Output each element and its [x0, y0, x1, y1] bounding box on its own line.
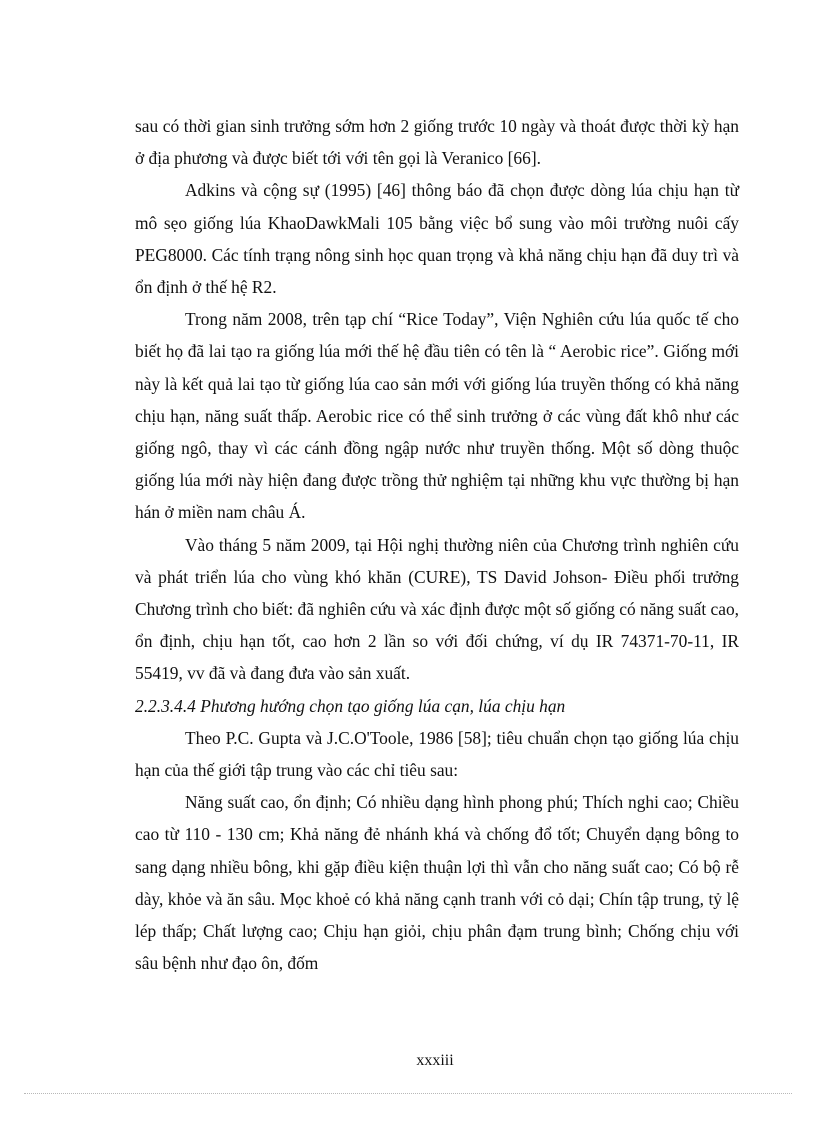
paragraph-criteria: Năng suất cao, ổn định; Có nhiều dạng hình phong phú; Thích nghi cao; Chiều cao từ 110 - 130 cm; Khả năng đẻ nhánh khá và chống đổ tốt; Chuyển dạng bông to sang dạng nhiều bông, khi gặp điều kiện thuận lợi thì vẫn cho năng suất cao; Có bộ rễ dày, khỏe và ăn sâu. Mọc khoẻ có khả năng cạnh tranh với cỏ dại; Chín tập trung, tỷ lệ lép thấp; Chất lượng cao; Chịu hạn giỏi, chịu phân đạm trung bình; Chống chịu với sâu bệnh như đạo ôn, đốm: [135, 792, 739, 974]
paragraph-gupta-otoole: Theo P.C. Gupta và J.C.O'Toole, 1986 [58]; tiêu chuẩn chọn tạo giống lúa chịu hạn của thế giới tập trung vào các chỉ tiêu sau:: [135, 727, 739, 781]
document-body: [135, 110, 739, 979]
paragraph-veranico: sau có thời gian sinh trưởng sớm hơn 2 giống trước 10 ngày và thoát được thời kỳ hạn ở địa phương và được biết tới với tên gọi là Veranico [66].: [135, 116, 739, 169]
page-bottom-divider: [24, 1093, 792, 1094]
paragraph-adkins: Adkins và cộng sự (1995) [46] thông báo đã chọn được dòng lúa chịu hạn từ mô sẹo giống lúa KhaoDawkMali 105 bằng việc bổ sung vào môi trường nuôi cấy PEG8000. Các tính trạng nông sinh học quan trọng và khả năng chịu hạn đã duy trì và ổn định ở thế hệ R2.: [135, 180, 739, 298]
paragraph-cure-conference: Vào tháng 5 năm 2009, tại Hội nghị thường niên của Chương trình nghiên cứu và phát triển lúa cho vùng khó khăn (CURE), TS David Johson- Điều phối trưởng Chương trình cho biết: đã nghiên cứu và xác định được một số giống có năng suất cao, ổn định, chịu hạn tốt, cao hơn 2 lần so với đối chứng, ví dụ IR 74371-70-11, IR 55419, vv đã và đang đưa vào sản xuất.: [135, 534, 740, 684]
paragraph-aerobic-rice: Trong năm 2008, trên tạp chí “Rice Today”, Viện Nghiên cứu lúa quốc tế cho biết họ đã lai tạo ra giống lúa mới thế hệ đầu tiên có tên là “ Aerobic rice”. Giống mới này là kết quả lai tạo từ giống lúa cao sản mới với giống lúa truyền thống có khả năng chịu hạn, năng suất thấp. Aerobic rice có thể sinh trưởng ở các vùng đất khô như các giống ngô, thay vì các cánh đồng ngập nước như truyền thống. Một số dòng thuộc giống lúa mới này hiện đang được trồng thử nghiệm tại những khu vực thường bị hạn hán ở miền nam châu Á.: [135, 309, 739, 523]
page-number: xxxiii: [416, 1052, 454, 1069]
section-heading: 2.2.3.4.4 Phương hướng chọn tạo giống lúa cạn, lúa chịu hạn: [135, 695, 566, 716]
